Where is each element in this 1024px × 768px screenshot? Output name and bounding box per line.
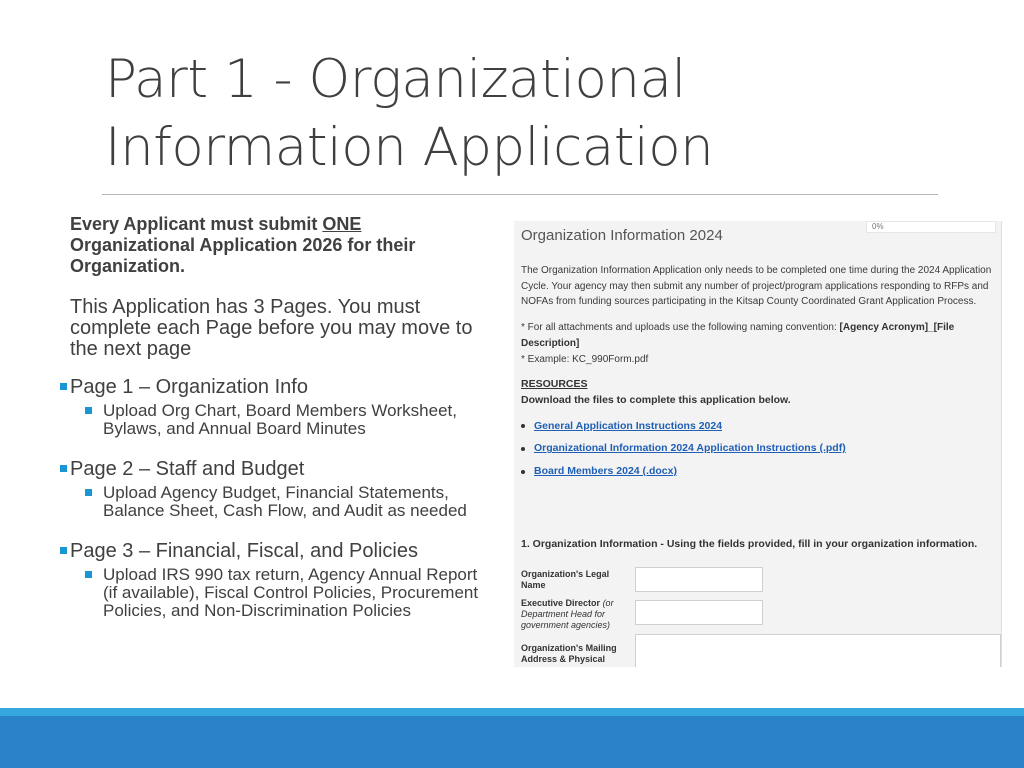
page-item-2 xyxy=(60,458,490,520)
progress-bar: 0% xyxy=(866,221,996,233)
bullet-square-icon xyxy=(85,407,92,414)
bullet-icon xyxy=(521,424,525,428)
bullet-square-icon xyxy=(60,465,67,472)
page-heading: Page 2 – Staff and Budget xyxy=(70,458,305,480)
intro-plain-text: This Application has 3 Pages. You must complete each Page before you may move to the next page xyxy=(70,296,473,360)
footer-band-light xyxy=(0,708,1024,716)
mailing-address-input[interactable] xyxy=(635,634,1001,667)
intro-block xyxy=(70,214,490,360)
section-title: 1. Organization Information - Using the fields provided, fill in your organization information. xyxy=(521,538,978,550)
bullet-square-icon xyxy=(85,489,92,496)
slide-title-line-2: Information Application xyxy=(105,117,714,178)
page-heading: Page 1 – Organization Info xyxy=(70,376,308,398)
form-body xyxy=(521,263,996,487)
link-general-instructions[interactable]: General Application Instructions 2024 xyxy=(534,419,723,432)
naming-bold: [Agency Acronym]_[File Description] xyxy=(521,322,955,349)
executive-director-label xyxy=(521,598,631,631)
list-item xyxy=(521,441,996,457)
resource-links xyxy=(521,419,996,480)
bullet-square-icon xyxy=(85,571,92,578)
intro-bold-part-b: Organizational Application 2026 for their Organization. xyxy=(70,235,416,276)
naming-example: * Example: KC_990Form.pdf xyxy=(521,353,649,365)
pages-list xyxy=(60,376,490,640)
page-item-1 xyxy=(60,376,490,438)
list-item xyxy=(521,464,996,480)
page-detail: Upload IRS 990 tax return, Agency Annual Report (if available), Fiscal Control Policies, Procurement Policies, and Non-Discrimination Policies xyxy=(103,565,479,620)
naming-prefix: * For all attachments and uploads use the following naming convention: xyxy=(521,322,840,334)
list-item xyxy=(521,419,996,435)
legal-name-input[interactable] xyxy=(635,567,763,592)
executive-director-hint: (or Department Head for government agencies) xyxy=(521,598,614,630)
intro-bold-part-a: Every Applicant must submit xyxy=(70,214,323,234)
slide-title xyxy=(105,46,925,182)
title-divider xyxy=(102,194,938,195)
bullet-square-icon xyxy=(60,383,67,390)
footer-band-dark xyxy=(0,716,1024,768)
form-intro: The Organization Information Application only needs to be completed one time during the 2024 Application Cycle. Your agency may then submit any number of project/program applications responding to RFPs and NOFAs from funding sources participating in the Kitsap County Coordinated Grant Application Process. xyxy=(521,265,992,308)
intro-bold-text xyxy=(70,214,490,277)
link-org-info-instructions[interactable]: Organizational Information 2024 Application Instructions (.pdf) xyxy=(534,442,846,455)
bullet-icon xyxy=(521,470,525,474)
slide-title-line-1: Part 1 - Organizational xyxy=(105,49,686,110)
mailing-address-label: Organization's Mailing Address & Physical xyxy=(521,643,617,664)
page-detail: Upload Org Chart, Board Members Worksheet, Bylaws, and Annual Board Minutes xyxy=(103,401,457,438)
executive-director-input[interactable] xyxy=(635,600,763,625)
resources-title: RESOURCES xyxy=(521,378,588,391)
bullet-square-icon xyxy=(60,547,67,554)
legal-name-label: Organization's Legal Name xyxy=(521,569,610,590)
naming-convention xyxy=(521,320,996,367)
resources-subtitle: Download the files to complete this application below. xyxy=(521,393,791,406)
link-board-members[interactable]: Board Members 2024 (.docx) xyxy=(534,465,677,478)
form-header: Organization Information 2024 xyxy=(521,227,723,244)
bullet-icon xyxy=(521,447,525,451)
page-item-3 xyxy=(60,540,490,620)
intro-bold-one: ONE xyxy=(322,214,362,234)
page-heading: Page 3 – Financial, Fiscal, and Policies xyxy=(70,540,418,562)
page-detail: Upload Agency Budget, Financial Statements, Balance Sheet, Cash Flow, and Audit as needed xyxy=(103,483,467,520)
executive-director-text: Executive Director xyxy=(521,598,601,608)
embedded-form-screenshot xyxy=(514,221,1002,667)
